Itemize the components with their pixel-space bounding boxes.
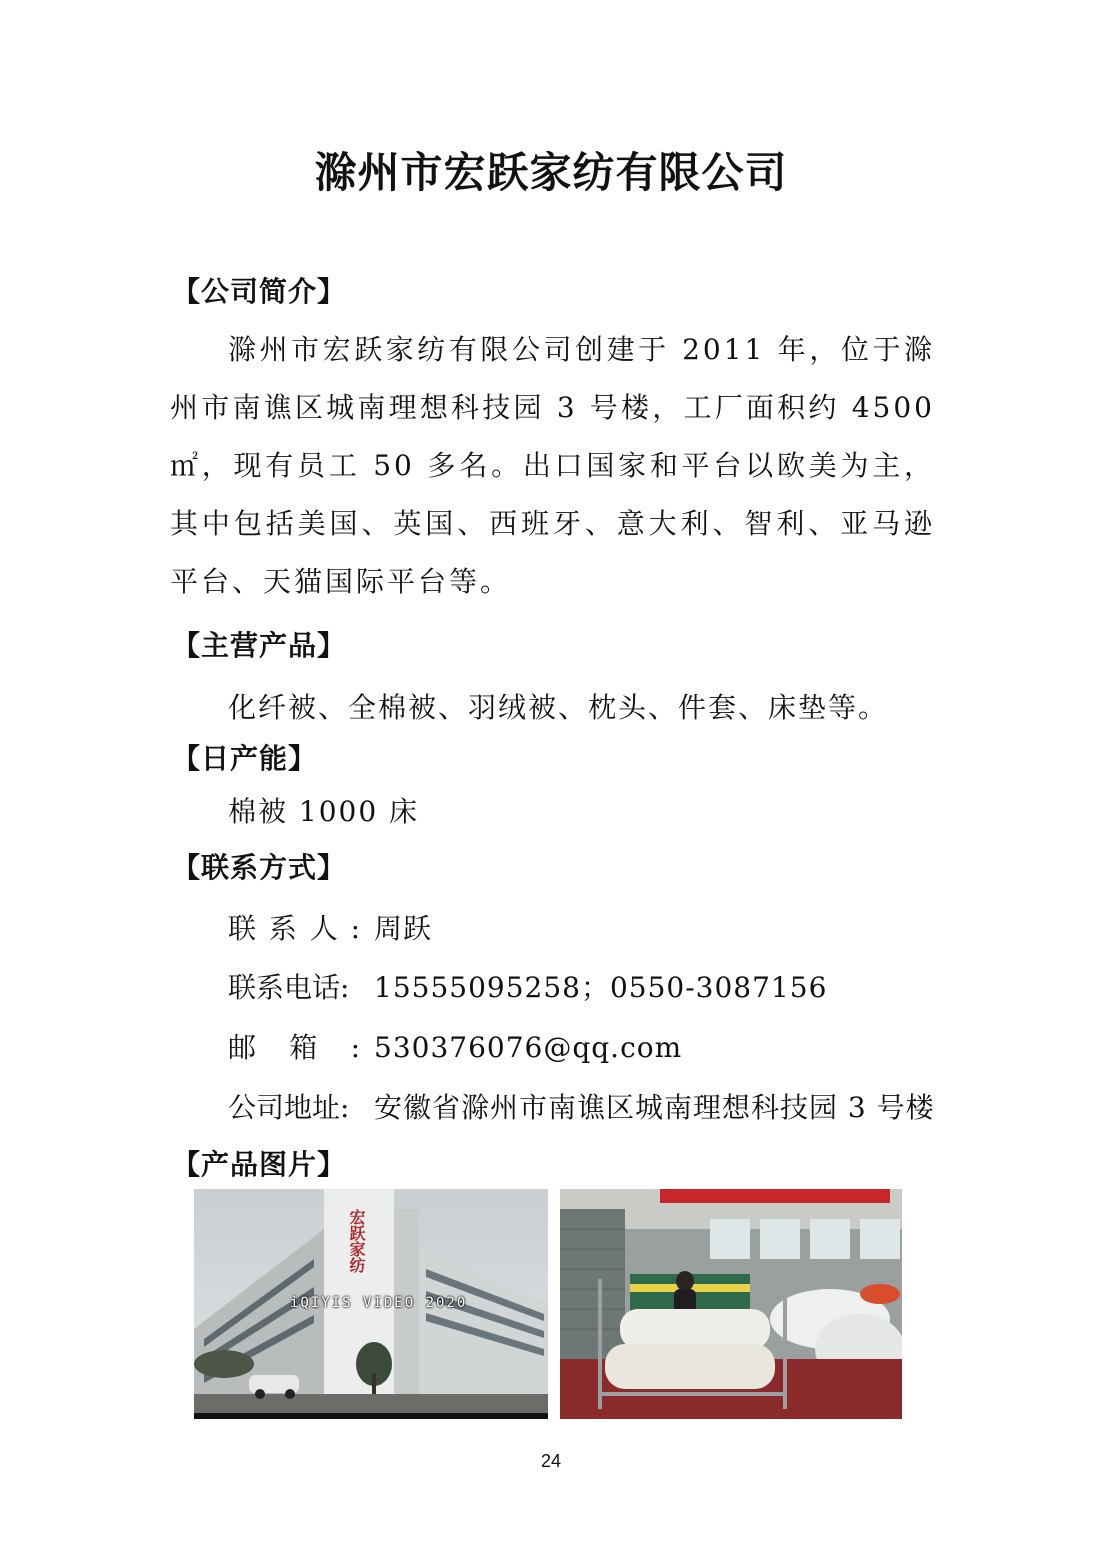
contact-phone-label: 联系电话:	[228, 971, 350, 1004]
images-heading: 【产品图片】	[172, 1148, 347, 1181]
factory-building-photo	[194, 1189, 548, 1419]
contact-email-value: 530376076@qq.com	[374, 1031, 683, 1064]
capacity-heading: 【日产能】	[172, 742, 318, 775]
workshop-interior-photo	[560, 1189, 902, 1419]
capacity-text: 棉被 1000 床	[228, 795, 420, 828]
contact-email-row	[228, 1026, 682, 1066]
contact-person-value: 周跃	[374, 912, 433, 945]
products-text: 化纤被、全棉被、羽绒被、枕头、件套、床垫等。	[228, 691, 889, 724]
contact-person-label: 联系人:	[228, 912, 360, 945]
contact-address-label: 公司地址:	[228, 1091, 350, 1124]
intro-paragraph: 滁州市宏跃家纺有限公司创建于 2011 年，位于滁州市南谯区城南理想科技园 3 号楼，工厂面积约 4500 ㎡，现有员工 50 多名。出口国家和平台以欧美为主，其中包括美国、英国、西班牙、意大利、智利、亚马逊平台、天猫国际平台等。	[170, 333, 935, 598]
contact-heading: 【联系方式】	[172, 851, 347, 884]
page-number: 24	[540, 1451, 562, 1471]
building-sign: 宏跃家纺	[347, 1209, 366, 1273]
contact-person-row	[228, 907, 432, 947]
contact-address-row	[228, 1086, 935, 1126]
contact-address-value: 安徽省滁州市南谯区城南理想科技园 3 号楼	[374, 1091, 935, 1124]
products-heading: 【主营产品】	[172, 629, 347, 662]
page-title: 滁州市宏跃家纺有限公司	[314, 148, 788, 197]
contact-email-label: 邮箱:	[228, 1031, 360, 1064]
video-watermark: iQIYIS VIDEO 2020	[290, 1295, 468, 1311]
contact-phone-value: 15555095258；0550-3087156	[374, 971, 828, 1004]
intro-heading: 【公司简介】	[172, 275, 347, 308]
contact-phone-row	[228, 966, 827, 1006]
